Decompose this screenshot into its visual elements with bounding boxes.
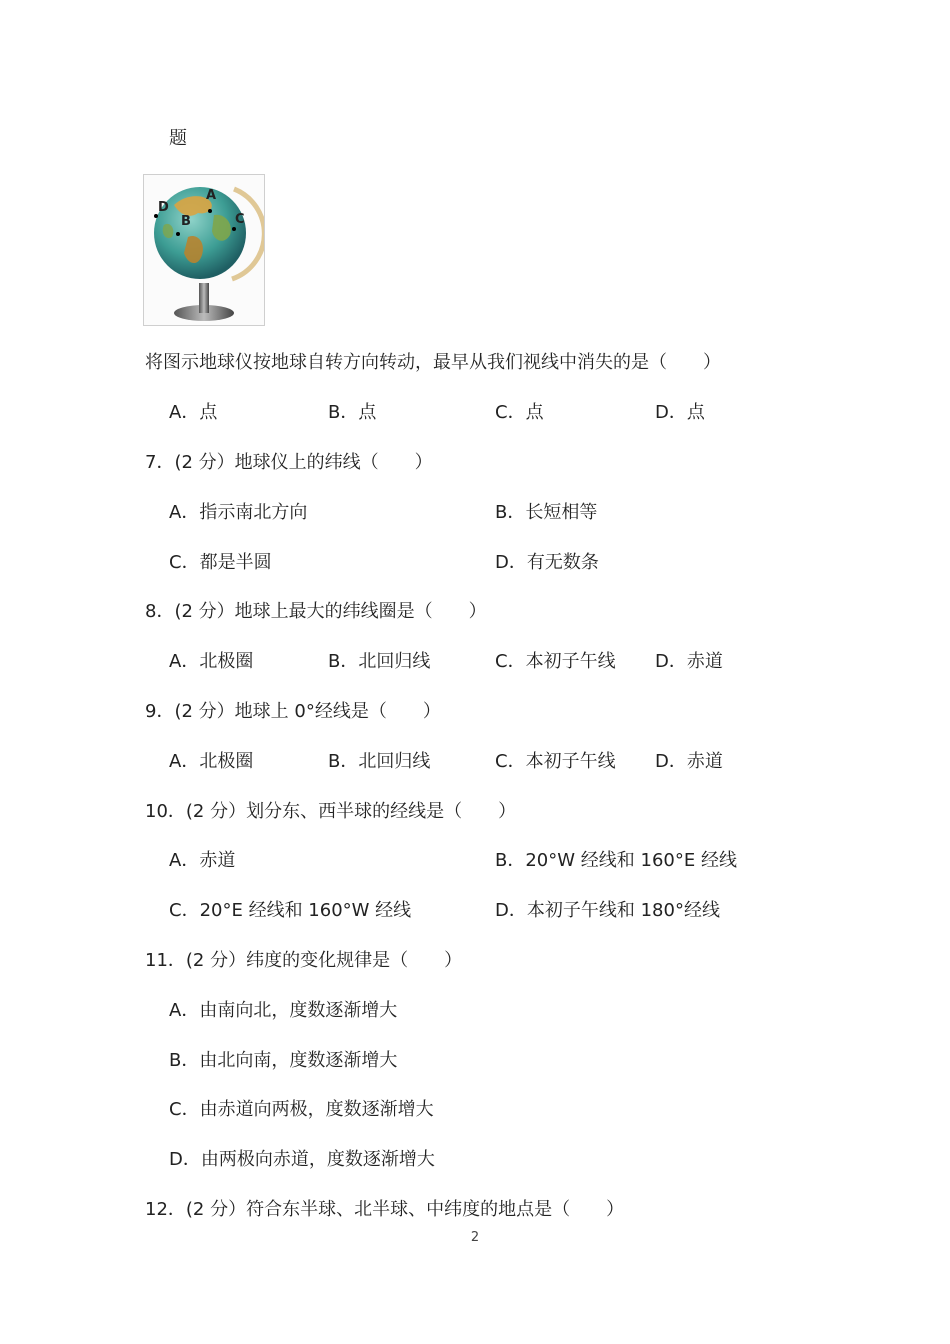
question-8-option-a: A．北极圈 [169, 651, 254, 672]
globe-point-label-c: C [235, 212, 245, 227]
question-8-option-c: C．本初子午线 [495, 651, 616, 672]
question-9-option-b: B．北回归线 [328, 751, 431, 772]
question-7-option-a: A．指示南北方向 [169, 502, 308, 523]
question-8-option-b: B．北回归线 [328, 651, 431, 672]
question-11-option-c: C．由赤道向两极，度数逐渐增大 [169, 1099, 434, 1120]
question-7-option-d: D．有无数条 [495, 552, 599, 573]
question-7-option-c: C．都是半圆 [169, 552, 272, 573]
question-11-option-b: B．由北向南，度数逐渐增大 [169, 1050, 398, 1071]
question-10-option-c: C．20°E 经线和 160°W 经线 [169, 900, 412, 921]
question-10-stem: 10．(2 分）划分东、西半球的经线是（ ） [145, 801, 517, 822]
question-9-option-a: A．北极圈 [169, 751, 254, 772]
question-6-option-d: D．点 [655, 402, 705, 423]
page-number: 2 [470, 1230, 480, 1245]
question-10-option-b: B．20°W 经线和 160°E 经线 [495, 850, 737, 871]
question-6-option-c: C．点 [495, 402, 544, 423]
globe-figure [143, 174, 265, 326]
question-8-option-d: D．赤道 [655, 651, 723, 672]
question-12-stem: 12．(2 分）符合东半球、北半球、中纬度的地点是（ ） [145, 1199, 625, 1220]
question-9-stem: 9．(2 分）地球上 0°经线是（ ） [145, 701, 441, 722]
globe-point-label-d: D [158, 200, 169, 215]
question-header-fragment: 题 [169, 128, 187, 149]
question-10-option-a: A．赤道 [169, 850, 236, 871]
question-6-stem: 将图示地球仪按地球自转方向转动，最早从我们视线中消失的是（ ） [145, 352, 721, 373]
question-11-stem: 11．(2 分）纬度的变化规律是（ ） [145, 950, 463, 971]
question-7-option-b: B．长短相等 [495, 502, 598, 523]
question-9-option-d: D．赤道 [655, 751, 723, 772]
question-11-option-a: A．由南向北，度数逐渐增大 [169, 1000, 398, 1021]
question-8-stem: 8．(2 分）地球上最大的纬线圈是（ ） [145, 601, 487, 622]
question-7-stem: 7．(2 分）地球仪上的纬线（ ） [145, 452, 433, 473]
globe-illustration [144, 175, 264, 325]
question-11-option-d: D．由两极向赤道，度数逐渐增大 [169, 1149, 435, 1170]
question-9-option-c: C．本初子午线 [495, 751, 616, 772]
question-6-option-a: A．点 [169, 402, 218, 423]
globe-point-label-a: A [206, 188, 217, 203]
question-10-option-d: D．本初子午线和 180°经线 [495, 900, 720, 921]
globe-point-label-b: B [181, 214, 191, 229]
question-6-option-b: B．点 [328, 402, 377, 423]
